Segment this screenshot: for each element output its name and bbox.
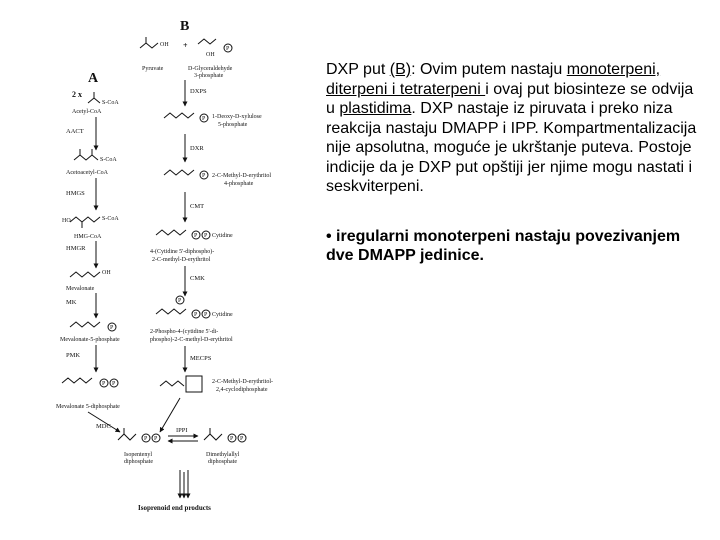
g3p-label-1: D-Glyceraldehyde: [188, 66, 233, 72]
p-dmapp-2: P: [240, 436, 244, 442]
mep-label-1: 2-C-Methyl-D-erythritol: [212, 173, 271, 179]
mev5pp-structure: [62, 378, 118, 387]
scoa-label-3: S-CoA: [102, 216, 119, 222]
p-g3p: P: [226, 46, 230, 52]
mecpp-label-2: 2,4-cyclodiphosphate: [216, 387, 268, 393]
acetoacetyl-label: Acetoacetyl-CoA: [66, 170, 108, 176]
plus-sign: +: [183, 41, 188, 50]
p-cdpp-0: P: [178, 298, 182, 304]
p-ipp-2: P: [154, 436, 158, 442]
p1-colon: : Ovim putem nastaju: [411, 61, 567, 78]
enzyme-dxr: DXR: [190, 145, 204, 152]
mev5p-label: Mevalonate-5-phosphate: [60, 337, 120, 343]
pyruvate-structure: [140, 37, 158, 48]
p1-terpenes: monoterpeni, diterpeni i tetraterpeni: [326, 61, 661, 98]
p-mep: P: [202, 173, 206, 179]
p1-mid: i ovaj put biosinteze se odvija u: [326, 80, 694, 117]
acetoacetyl-structure: [74, 149, 98, 160]
oh-label: OH: [102, 270, 111, 276]
mecpp-label-1: 2-C-Methyl-D-erythritol-: [212, 379, 273, 385]
label-b: B: [180, 19, 190, 34]
bullet-paragraph: • iregularni monoterpeni nastaju povezivanjem dve DMAPP jedinice.: [326, 227, 681, 264]
dxp-label-2: 5-phosphate: [218, 122, 248, 128]
enzyme-ippi: IPPI: [176, 427, 188, 434]
dxp-paragraph: [326, 60, 698, 197]
enzyme-hmgr: HMGR: [66, 245, 86, 252]
acetyl-coa-label: Acetyl-CoA: [72, 109, 102, 115]
p-label-1: P: [110, 325, 114, 331]
cdpmep-structure: [156, 296, 210, 318]
end-products-label: Isoprenoid end products: [138, 504, 211, 512]
p-cdpp-1: P: [194, 312, 198, 318]
enzyme-dxps: DXPS: [190, 88, 207, 95]
enzyme-mk: MK: [66, 299, 77, 306]
enzyme-mdc: MDC: [96, 423, 111, 430]
cdp-label-1: 4-(Cytidine 5'-diphospho)-: [150, 249, 215, 255]
label-a: A: [88, 71, 99, 86]
oh-g3p: OH: [206, 52, 215, 58]
cdpp-label-1: 2-Phospho-4-(cytidine 5'-di-: [150, 329, 219, 335]
dmapp-label-1: Dimethylallyl: [206, 452, 240, 458]
mecpp-structure: [160, 376, 202, 392]
p1-plastids: plastidima: [339, 100, 412, 117]
scoa-label-2: S-CoA: [100, 157, 117, 163]
enzyme-mecps: MECPS: [190, 355, 212, 362]
text-panel: [326, 60, 698, 266]
mev5pp-label: Mevalonate 5-diphosphate: [56, 404, 120, 410]
oh-pyr: OH: [160, 42, 169, 48]
mep-label-2: 4-phosphate: [224, 181, 254, 187]
p-cdp-1: P: [194, 233, 198, 239]
coeff-2x: 2 x: [72, 90, 82, 99]
p-ipp-1: P: [144, 436, 148, 442]
cytidine-label-2: Cytidine: [212, 312, 233, 318]
scoa-label: S-CoA: [102, 100, 119, 106]
dmapp-label-2: diphosphate: [208, 459, 237, 465]
p-cdpp-2: P: [204, 312, 208, 318]
p-dmapp-1: P: [230, 436, 234, 442]
cytidine-label-1: Cytidine: [212, 233, 233, 239]
pathway-diagram: [0, 0, 320, 540]
dxp-label-1: 1-Deoxy-D-xylulose: [212, 114, 262, 120]
cdp-label-2: 2-C-methyl-D-erythritol: [152, 257, 211, 263]
hmgcoa-structure: [70, 217, 100, 228]
mevalonate-structure: [70, 272, 100, 277]
cdpp-label-2: phospho)-2-C-methyl-D-erythritol: [150, 337, 233, 343]
p1-b-ref: (B): [389, 61, 412, 78]
p-label-3: P: [112, 381, 116, 387]
enzyme-aact: AACT: [66, 128, 84, 135]
acetyl-coa-structure: [88, 92, 100, 103]
enzyme-pmk: PMK: [66, 352, 81, 359]
p1-prefix: DXP put: [326, 61, 390, 78]
p-cdp-2: P: [204, 233, 208, 239]
enzyme-cmk: CMK: [190, 275, 205, 282]
p1-rest: . DXP nastaje iz piruvata i preko niza reakcija nastaju DMAPP i IPP. Kompartmentalizacija nije apsolutna, moguće je ukrštanje puteva. Postoje indicije da je DXP put opštiji jer njime mogu nastati i seskviterpeni.: [326, 100, 697, 195]
ipp-label-2: diphosphate: [124, 459, 153, 465]
g3p-label-2: 3-phosphate: [194, 73, 224, 79]
p-label-2: P: [102, 381, 106, 387]
ho-label: HO: [62, 218, 71, 224]
p-dxp: P: [202, 116, 206, 122]
cdpme-structure: [156, 230, 210, 239]
enzyme-cmt: CMT: [190, 203, 205, 210]
enzyme-hmgs: HMGS: [66, 190, 85, 197]
ipp-label-1: Isopentenyl: [124, 452, 152, 458]
pyruvate-label: Pyruvate: [142, 66, 164, 72]
hmgcoa-label: HMG-CoA: [74, 234, 102, 240]
mevalonate-label: Mevalonate: [66, 286, 95, 292]
